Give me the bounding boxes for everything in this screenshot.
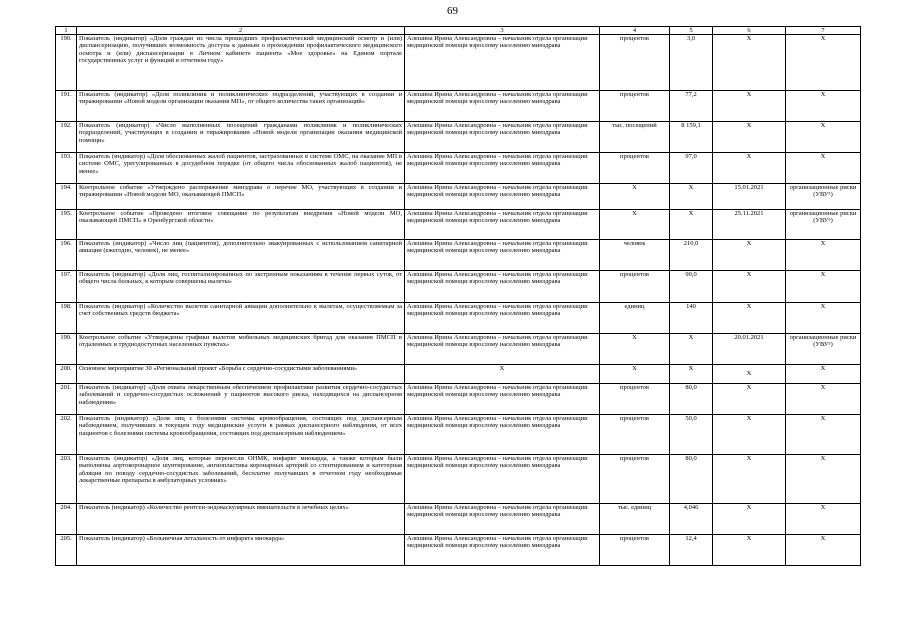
unit-of-measure: X <box>600 184 670 210</box>
responsible-person: Алешина Ирина Александровна – начальник отдела организации медицинской помощи взрослому населению минздрава <box>405 35 600 91</box>
unit-of-measure: процентов <box>600 91 670 122</box>
unit-of-measure: процентов <box>600 271 670 303</box>
column-header: 7 <box>786 27 861 35</box>
indicator-text: Контрольное событие «Проведено итоговое совещание по результатам внедрения «Новой модели МО, оказывающей ПМСП» в Оренбургской области» <box>77 210 405 240</box>
plan-value: 80,0 <box>670 455 713 504</box>
table-row <box>56 91 861 122</box>
responsible-person: Алешина Ирина Александровна – начальник отдела организации медицинской помощи взрослому населению минздрава <box>405 384 600 415</box>
unit-of-measure: процентов <box>600 384 670 415</box>
unit-of-measure: процентов <box>600 153 670 184</box>
plan-value: 77,2 <box>670 91 713 122</box>
responsible-person: Алешина Ирина Александровна – начальник отдела организации медицинской помощи взрослому населению минздрава <box>405 415 600 455</box>
column-header: 6 <box>713 27 786 35</box>
indicator-text: Показатель (индикатор) «Доля лиц, которые перенесли ОНМК, инфаркт миокарда, а также которым были выполнены аортокоронарное шунтирование, ангиопластика коронарных артерий со стентированием и катетерная абляция по поводу сердечно-сосудистых заболеваний, бесплатно получавших в отчетном году необходимые лекарственные препараты в амбулаторных условиях» <box>77 455 405 504</box>
row-number: 195. <box>56 210 77 240</box>
row-number: 196. <box>56 240 77 271</box>
indicator-text: Показатель (индикатор) «Количество рентген-эндоваскулярных вмешательств в лечебных целях» <box>77 504 405 535</box>
unit-of-measure: X <box>600 365 670 384</box>
unit-of-measure: процентов <box>600 415 670 455</box>
table-row <box>56 184 861 210</box>
indicator-text: Показатель (индикатор) «Доля лиц, госпитализированных по экстренным показаниям в течение первых суток, от общего числа больных, к которым совершены вылеты» <box>77 271 405 303</box>
column-header: 2 <box>77 27 405 35</box>
deadline-date: X <box>713 240 786 271</box>
risk-type: X <box>786 535 861 566</box>
table-row <box>56 455 861 504</box>
indicator-text: Показатель (индикатор) «Число выполненных посещений гражданами поликлиник и поликлинических подразделений, участвующих в создании и тиражировании «Новой модели организации оказания медицинской помощи» <box>77 122 405 153</box>
indicator-text: Показатель (индикатор) «Доля граждан из числа прошедших профилактический медицинский осмотр и (или) диспансеризацию, получивших возможность доступа к данным о прохождении профилактического медицинского осмотра и (или) диспансеризации в Личном кабинете пациента «Мое здоровье» на Едином портале государственных услуг и функций в отчетном году» <box>77 35 405 91</box>
row-number: 193. <box>56 153 77 184</box>
unit-of-measure: тыс. единиц <box>600 504 670 535</box>
risk-type: X <box>786 122 861 153</box>
row-number: 197. <box>56 271 77 303</box>
table-row <box>56 210 861 240</box>
plan-value: X <box>670 365 713 384</box>
plan-value: 90,0 <box>670 271 713 303</box>
responsible-person: Алешина Ирина Александровна – начальник отдела организации медицинской помощи взрослому населению минздрава <box>405 303 600 334</box>
deadline-date: 20.01.2021 <box>713 334 786 365</box>
risk-type: X <box>786 153 861 184</box>
table-row <box>56 240 861 271</box>
unit-of-measure: тыс. посещений <box>600 122 670 153</box>
unit-of-measure: единиц <box>600 303 670 334</box>
unit-of-measure: человек <box>600 240 670 271</box>
responsible-person: Алешина Ирина Александровна – начальник отдела организации медицинской помощи взрослому населению минздрава <box>405 153 600 184</box>
deadline-date: X <box>713 415 786 455</box>
risk-type: X <box>786 271 861 303</box>
row-number: 200. <box>56 365 77 384</box>
indicator-text: Показатель (индикатор) «Доля охвата лекарственным обеспечением профилактики развития сердечно-сосудистых заболеваний и сердечно-сосудистых осложнений у пациентов высокого риска, находящихся на диспансерном наблюдении» <box>77 384 405 415</box>
responsible-person: Алешина Ирина Александровна – начальник отдела организации медицинской помощи взрослому населению минздрава <box>405 455 600 504</box>
deadline-date: X <box>713 35 786 91</box>
unit-of-measure: процентов <box>600 35 670 91</box>
row-number: 198. <box>56 303 77 334</box>
responsible-person: Алешина Ирина Александровна – начальник отдела организации медицинской помощи взрослому населению минздрава <box>405 122 600 153</box>
row-number: 205. <box>56 535 77 566</box>
plan-value: 140 <box>670 303 713 334</box>
risk-type: организационные риски (УВУ⁵) <box>786 210 861 240</box>
table-row <box>56 535 861 566</box>
deadline-date: X <box>713 153 786 184</box>
responsible-person: Алешина Ирина Александровна – начальник отдела организации медицинской помощи взрослому населению минздрава <box>405 184 600 210</box>
unit-of-measure: процентов <box>600 535 670 566</box>
plan-value: 50,0 <box>670 415 713 455</box>
column-header: 4 <box>600 27 670 35</box>
table-row <box>56 35 861 91</box>
row-number: 204. <box>56 504 77 535</box>
plan-value: 80,0 <box>670 384 713 415</box>
responsible-person: Алешина Ирина Александровна – начальник отдела организации медицинской помощи взрослому населению минздрава <box>405 334 600 365</box>
deadline-date: 15.01.2021 <box>713 184 786 210</box>
risk-type: X <box>786 384 861 415</box>
plan-value: 4,046 <box>670 504 713 535</box>
plan-value: 97,0 <box>670 153 713 184</box>
column-number-row <box>56 27 861 35</box>
risk-type: X <box>786 35 861 91</box>
row-number: 199. <box>56 334 77 365</box>
table-row <box>56 334 861 365</box>
table-row <box>56 365 861 384</box>
risk-type: X <box>786 455 861 504</box>
page-number: 69 <box>447 5 458 17</box>
responsible-person: Алешина Ирина Александровна – начальник отдела организации медицинской помощи взрослому населению минздрава <box>405 91 600 122</box>
row-number: 190. <box>56 35 77 91</box>
plan-value: 3,0 <box>670 35 713 91</box>
risk-type: X <box>786 504 861 535</box>
row-number: 192. <box>56 122 77 153</box>
deadline-date: X <box>713 122 786 153</box>
unit-of-measure: процентов <box>600 455 670 504</box>
risk-type: X <box>786 365 861 384</box>
risk-type: организационные риски (УВУ⁵) <box>786 184 861 210</box>
indicator-text: Контрольное событие «Утверждено распоряжение минздрава о перечне МО, участвующих в создании и тиражировании «Новой модели МО, оказывающей ПМСП» <box>77 184 405 210</box>
indicator-text: Показатель (индикатор) «Доля поликлиник и поликлинических подразделений, участвующих в создании и тиражировании «Новой модели организации оказания МП», от общего количества таких организаций» <box>77 91 405 122</box>
column-header: 1 <box>56 27 77 35</box>
unit-of-measure: X <box>600 334 670 365</box>
table-row <box>56 384 861 415</box>
table-row <box>56 153 861 184</box>
risk-type: X <box>786 240 861 271</box>
responsible-person: Алешина Ирина Александровна – начальник отдела организации медицинской помощи взрослому населению минздрава <box>405 210 600 240</box>
deadline-date: X <box>713 271 786 303</box>
indicator-text: Контрольное событие «Утверждены графики вылетов мобильных медицинских бригад для оказания ПМСП в отдаленных и труднодоступных населенных пунктах» <box>77 334 405 365</box>
column-header: 5 <box>670 27 713 35</box>
row-number: 201. <box>56 384 77 415</box>
row-number: 194. <box>56 184 77 210</box>
risk-type: X <box>786 415 861 455</box>
deadline-date: X <box>713 455 786 504</box>
row-number: 203. <box>56 455 77 504</box>
row-number: 191. <box>56 91 77 122</box>
indicator-text: Показатель (индикатор) «Доля лиц с болезнями системы кровообращения, состоящих под диспансерным наблюдением, получивших в текущем году медицинские услуги в рамках диспансерного наблюдения, от всех пациентов с болезнями системы кровообращения, состоящих под диспансерным наблюдением» <box>77 415 405 455</box>
responsible-person: Алешина Ирина Александровна – начальник отдела организации медицинской помощи взрослому населению минздрава <box>405 535 600 566</box>
responsible-person: Алешина Ирина Александровна – начальник отдела организации медицинской помощи взрослому населению минздрава <box>405 271 600 303</box>
unit-of-measure: X <box>600 210 670 240</box>
table-row <box>56 271 861 303</box>
indicators-table <box>55 26 861 566</box>
table-row <box>56 303 861 334</box>
deadline-date: X <box>713 91 786 122</box>
risk-type: X <box>786 91 861 122</box>
deadline-date: 25.11.2021 <box>713 210 786 240</box>
responsible-person: Алешина Ирина Александровна – начальник отдела организации медицинской помощи взрослому населению минздрава <box>405 240 600 271</box>
indicator-text: Показатель (индикатор) «Доля обоснованных жалоб пациентов, застрахованных в системе ОМС, на оказание МП в системе ОМС, урегулированных в досудебном порядке (от общего числа обоснованных жалоб пациентов), не менее» <box>77 153 405 184</box>
deadline-date: X <box>713 365 786 384</box>
deadline-date: X <box>713 384 786 415</box>
column-header: 3 <box>405 27 600 35</box>
plan-value: X <box>670 334 713 365</box>
table-row <box>56 415 861 455</box>
deadline-date: X <box>713 303 786 334</box>
plan-value: 12,4 <box>670 535 713 566</box>
plan-value: 8 159,1 <box>670 122 713 153</box>
deadline-date: X <box>713 504 786 535</box>
responsible-person: X <box>405 365 600 384</box>
deadline-date: X <box>713 535 786 566</box>
basic-activity-title: Основное мероприятие 30 «Региональный проект «Борьба с сердечно-сосудистыми заболеваниями» <box>77 365 405 384</box>
row-number: 202. <box>56 415 77 455</box>
risk-type: организационные риски (УВУ⁵) <box>786 334 861 365</box>
plan-value: X <box>670 210 713 240</box>
table-row <box>56 122 861 153</box>
plan-value: 210,0 <box>670 240 713 271</box>
indicator-text: Показатель (индикатор) «Количество вылетов санитарной авиации дополнительно к вылетам, осуществляемым за счет собственных средств бюджета» <box>77 303 405 334</box>
indicator-text: Показатель (индикатор) «Число лиц (пациентов), дополнительно эвакуированных с использованием санитарной авиации (ежегодно, человек), не менее» <box>77 240 405 271</box>
indicator-text: Показатель (индикатор) «Больничная летальность от инфаркта миокарда» <box>77 535 405 566</box>
risk-type: X <box>786 303 861 334</box>
plan-value: X <box>670 184 713 210</box>
table-row <box>56 504 861 535</box>
responsible-person: Алешина Ирина Александровна – начальник отдела организации медицинской помощи взрослому населению минздрава <box>405 504 600 535</box>
